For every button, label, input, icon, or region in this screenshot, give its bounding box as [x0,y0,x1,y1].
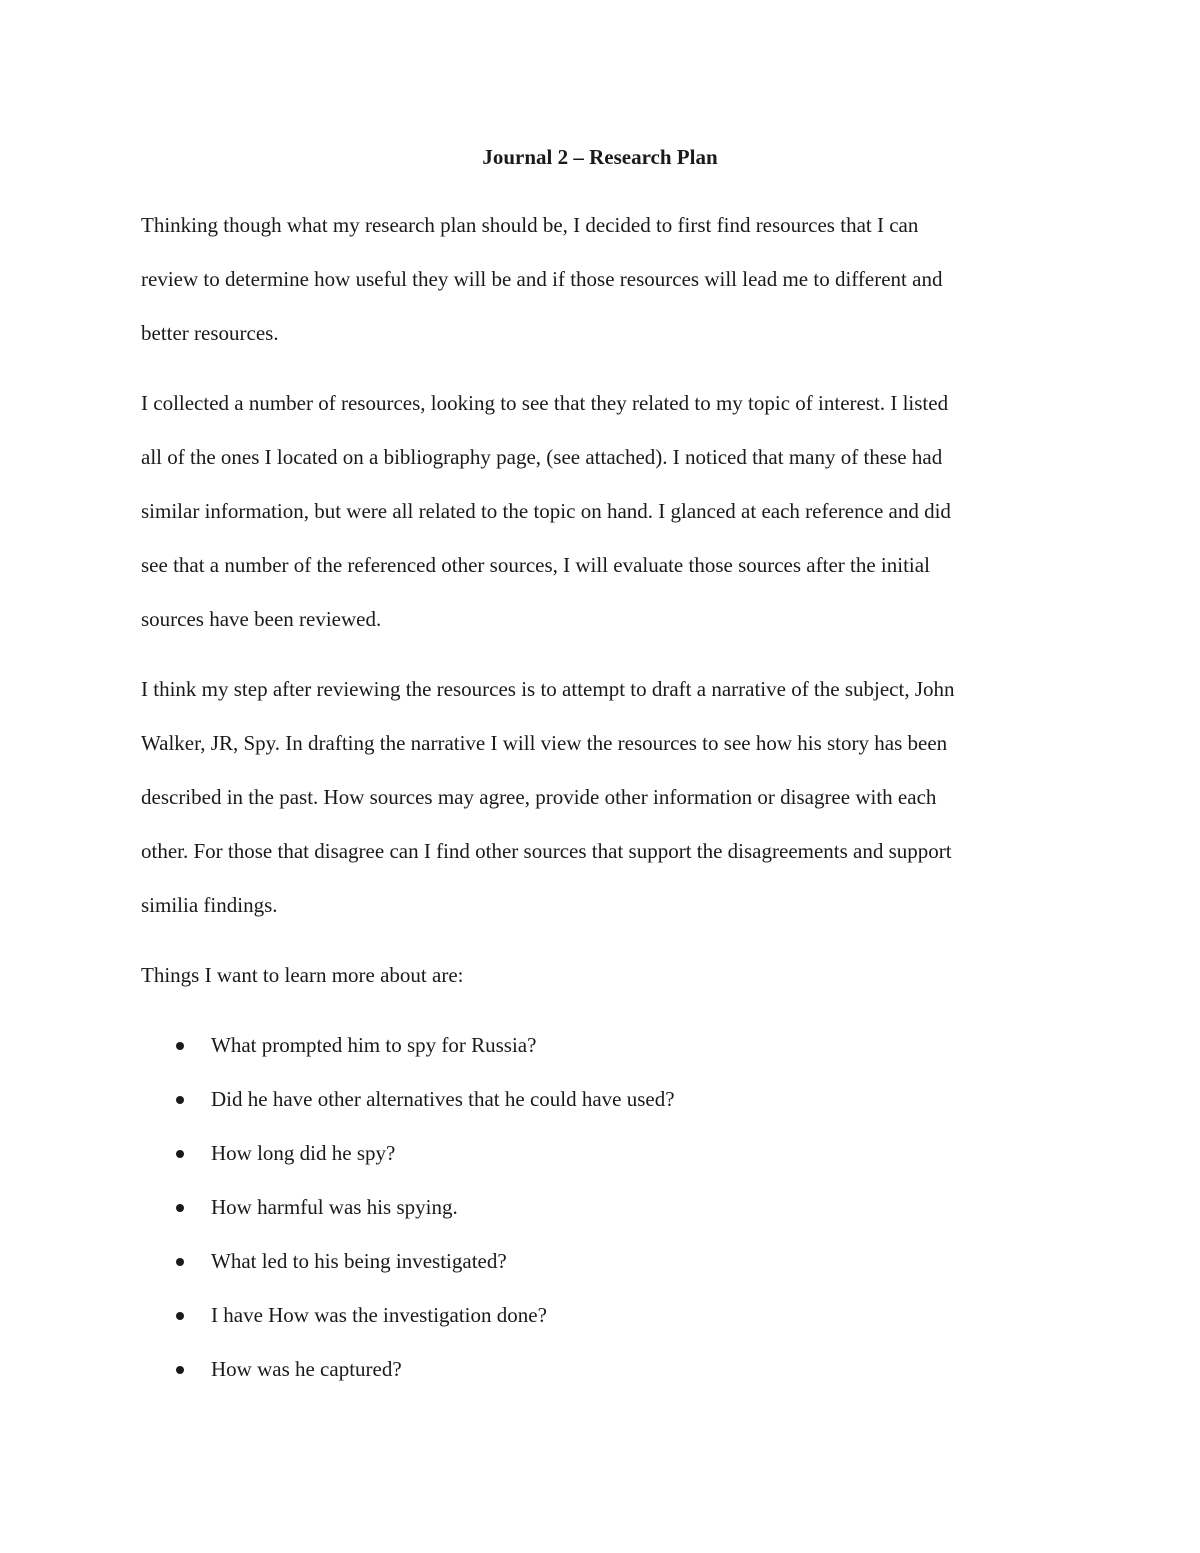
list-item [141,1342,1066,1396]
document-title: Journal 2 – Research Plan [482,145,718,169]
list-item-text: What led to his being investigated? [211,1249,507,1273]
list-item-text: What prompted him to spy for Russia? [211,1033,537,1057]
list-item [141,1288,1066,1342]
list-item-text: How harmful was his spying. [211,1195,458,1219]
bullet-icon [176,1150,184,1158]
list-item-text: I have How was the investigation done? [211,1303,547,1327]
list-item [141,1072,1066,1126]
list-item-text: Did he have other alternatives that he could have used? [211,1087,675,1111]
bullet-icon [176,1042,184,1050]
paragraph-research-plan-intro: Thinking though what my research plan should be, I decided to first find resources that I can review to determine how useful they will be and if those resources will lead me to different and better resources. [141,213,943,345]
list-item [141,1018,1066,1072]
list-item [141,1126,1066,1180]
paragraph-next-steps: I think my step after reviewing the resources is to attempt to draft a narrative of the subject, John Walker, JR, Spy. In drafting the narrative I will view the resources to see how his story has been described in the past. How sources may agree, provide other information or disagree with each other. For those that disagree can I find other sources that support the disagreements and support similia findings. [141,677,955,917]
list-item [141,1180,1066,1234]
bullet-icon [176,1366,184,1374]
list-item-text: How long did he spy? [211,1141,396,1165]
paragraph-list-intro: Things I want to learn more about are: [141,963,464,987]
questions-list [141,1018,1066,1396]
paragraph-resources-collected: I collected a number of resources, looking to see that they related to my topic of interest. I listed all of the ones I located on a bibliography page, (see attached). I noticed that many of these had similar information, but were all related to the topic on hand. I glanced at each reference and did see that a number of the referenced other sources, I will evaluate those sources after the initial sources have been reviewed. [141,391,951,631]
list-item [141,1234,1066,1288]
list-item-text: How was he captured? [211,1357,402,1381]
bullet-icon [176,1096,184,1104]
bullet-icon [176,1312,184,1320]
bullet-icon [176,1204,184,1212]
bullet-icon [176,1258,184,1266]
